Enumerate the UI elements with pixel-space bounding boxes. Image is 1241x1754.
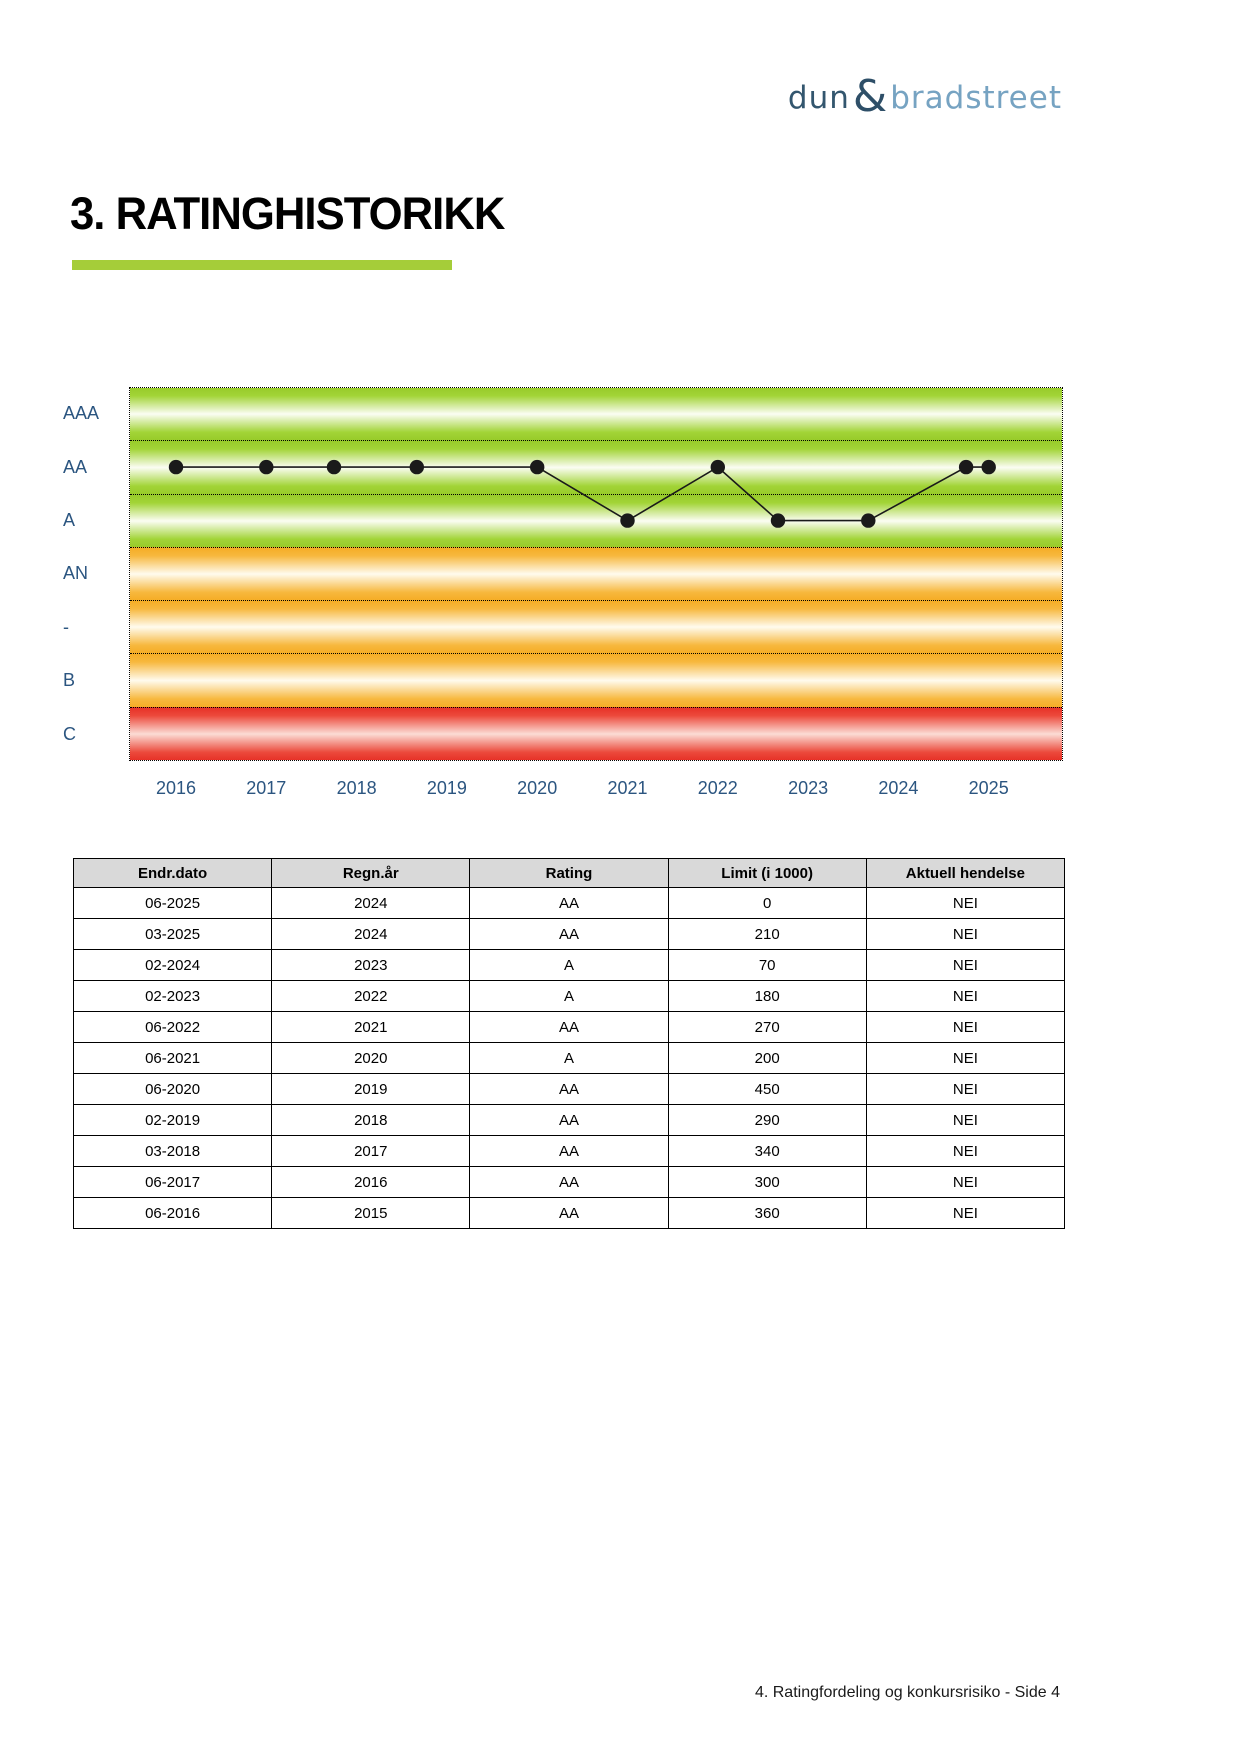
table-cell: 06-2025 (74, 888, 272, 919)
table-header (74, 859, 1065, 888)
table-cell: AA (470, 1074, 668, 1105)
column-header: Rating (470, 859, 668, 888)
table-cell: NEI (866, 1167, 1064, 1198)
table-cell: 02-2023 (74, 981, 272, 1012)
table-cell: 2023 (272, 950, 470, 981)
table-cell: A (470, 1043, 668, 1074)
table-row (74, 888, 1065, 919)
table-cell: 450 (668, 1074, 866, 1105)
table-cell: 06-2022 (74, 1012, 272, 1043)
table-row (74, 1012, 1065, 1043)
table-cell: NEI (866, 888, 1064, 919)
rating-band-an (130, 547, 1062, 600)
table-cell: 2020 (272, 1043, 470, 1074)
table-cell: AA (470, 919, 668, 950)
title-underline-accent (72, 260, 452, 270)
column-header: Aktuell hendelse (866, 859, 1064, 888)
page-footer: 4. Ratingfordeling og konkursrisiko - Side 4 (754, 1684, 1060, 1701)
table-cell: AA (470, 1136, 668, 1167)
y-axis-label-aa: AA (63, 456, 88, 477)
table-body (74, 888, 1065, 1229)
rating-band-aa (130, 440, 1062, 493)
x-axis-label-2023: 2023 (788, 778, 829, 798)
table-cell: 02-2019 (74, 1105, 272, 1136)
dun-and-bradstreet-logo (787, 68, 1062, 122)
y-axis-label-aaa: AAA (63, 403, 100, 424)
table-row (74, 1043, 1065, 1074)
table-cell: 02-2024 (74, 950, 272, 981)
logo-ampersand-icon: & (852, 71, 888, 122)
table-row (74, 981, 1065, 1012)
x-axis-label-2019: 2019 (426, 778, 467, 798)
page-title: 3. RATINGHISTORIKK (70, 188, 505, 239)
table-cell: NEI (866, 1012, 1064, 1043)
x-axis-label-2024: 2024 (878, 778, 919, 798)
table-cell: NEI (866, 950, 1064, 981)
rating-band-aaa (130, 388, 1062, 440)
table-cell: 2015 (272, 1198, 470, 1229)
rating-history-table (73, 858, 1065, 1229)
table-cell: 2024 (272, 888, 470, 919)
x-axis-label-2021: 2021 (607, 778, 648, 798)
table-cell: 06-2021 (74, 1043, 272, 1074)
table-cell: 210 (668, 919, 866, 950)
table-cell: 2018 (272, 1105, 470, 1136)
table-cell: 06-2020 (74, 1074, 272, 1105)
table-row (74, 1198, 1065, 1229)
table-cell: 290 (668, 1105, 866, 1136)
rating-band-c (130, 707, 1062, 760)
table-cell: AA (470, 1012, 668, 1043)
table-row (74, 919, 1065, 950)
table-cell: 06-2016 (74, 1198, 272, 1229)
x-axis-label-2016: 2016 (155, 778, 197, 798)
rating-band-b (130, 653, 1062, 706)
table-cell: 2021 (272, 1012, 470, 1043)
table-cell: 03-2018 (74, 1136, 272, 1167)
y-axis-label-c: C (63, 723, 76, 744)
table-row (74, 1167, 1065, 1198)
column-header: Endr.dato (74, 859, 272, 888)
table-cell: NEI (866, 1043, 1064, 1074)
table-cell: 2016 (272, 1167, 470, 1198)
table-cell: 0 (668, 888, 866, 919)
x-axis-label-2018: 2018 (336, 778, 377, 798)
table-cell: 70 (668, 950, 866, 981)
table-cell: A (470, 981, 668, 1012)
table-cell: 2022 (272, 981, 470, 1012)
table-row (74, 1136, 1065, 1167)
table-cell: 03-2025 (74, 919, 272, 950)
table-cell: 360 (668, 1198, 866, 1229)
table-cell: AA (470, 888, 668, 919)
table-cell: 270 (668, 1012, 866, 1043)
table-cell: NEI (866, 1198, 1064, 1229)
table-cell: 200 (668, 1043, 866, 1074)
table-cell: A (470, 950, 668, 981)
table-cell: NEI (866, 1074, 1064, 1105)
rating-history-chart (129, 387, 1063, 761)
x-axis-label-2020: 2020 (517, 778, 558, 798)
column-header: Regn.år (272, 859, 470, 888)
table-cell: AA (470, 1198, 668, 1229)
table-row (74, 950, 1065, 981)
x-axis-label-2017: 2017 (246, 778, 287, 798)
table-cell: AA (470, 1167, 668, 1198)
logo-text-bradstreet: bradstreet (890, 80, 1062, 116)
table-cell: NEI (866, 919, 1064, 950)
table-cell: 180 (668, 981, 866, 1012)
table-row (74, 1074, 1065, 1105)
table-cell: 340 (668, 1136, 866, 1167)
table-cell: 2017 (272, 1136, 470, 1167)
y-axis-label-b: B (63, 670, 76, 691)
rating-band-a (130, 494, 1062, 547)
x-axis-label-2022: 2022 (697, 778, 738, 798)
table-row (74, 1105, 1065, 1136)
logo-text-dun: dun (787, 80, 850, 116)
column-header: Limit (i 1000) (668, 859, 866, 888)
x-axis-label-2025: 2025 (968, 778, 1009, 798)
y-axis-label-dash: - (63, 616, 69, 637)
y-axis-label-an: AN (63, 563, 89, 584)
table-cell: 2019 (272, 1074, 470, 1105)
rating-band-dash (130, 600, 1062, 653)
table-cell: 06-2017 (74, 1167, 272, 1198)
table-cell: 300 (668, 1167, 866, 1198)
table-cell: 2024 (272, 919, 470, 950)
table-cell: NEI (866, 1105, 1064, 1136)
table-header-row (74, 859, 1065, 888)
table-cell: NEI (866, 1136, 1064, 1167)
table-cell: NEI (866, 981, 1064, 1012)
table-cell: AA (470, 1105, 668, 1136)
y-axis-label-a: A (63, 510, 76, 531)
